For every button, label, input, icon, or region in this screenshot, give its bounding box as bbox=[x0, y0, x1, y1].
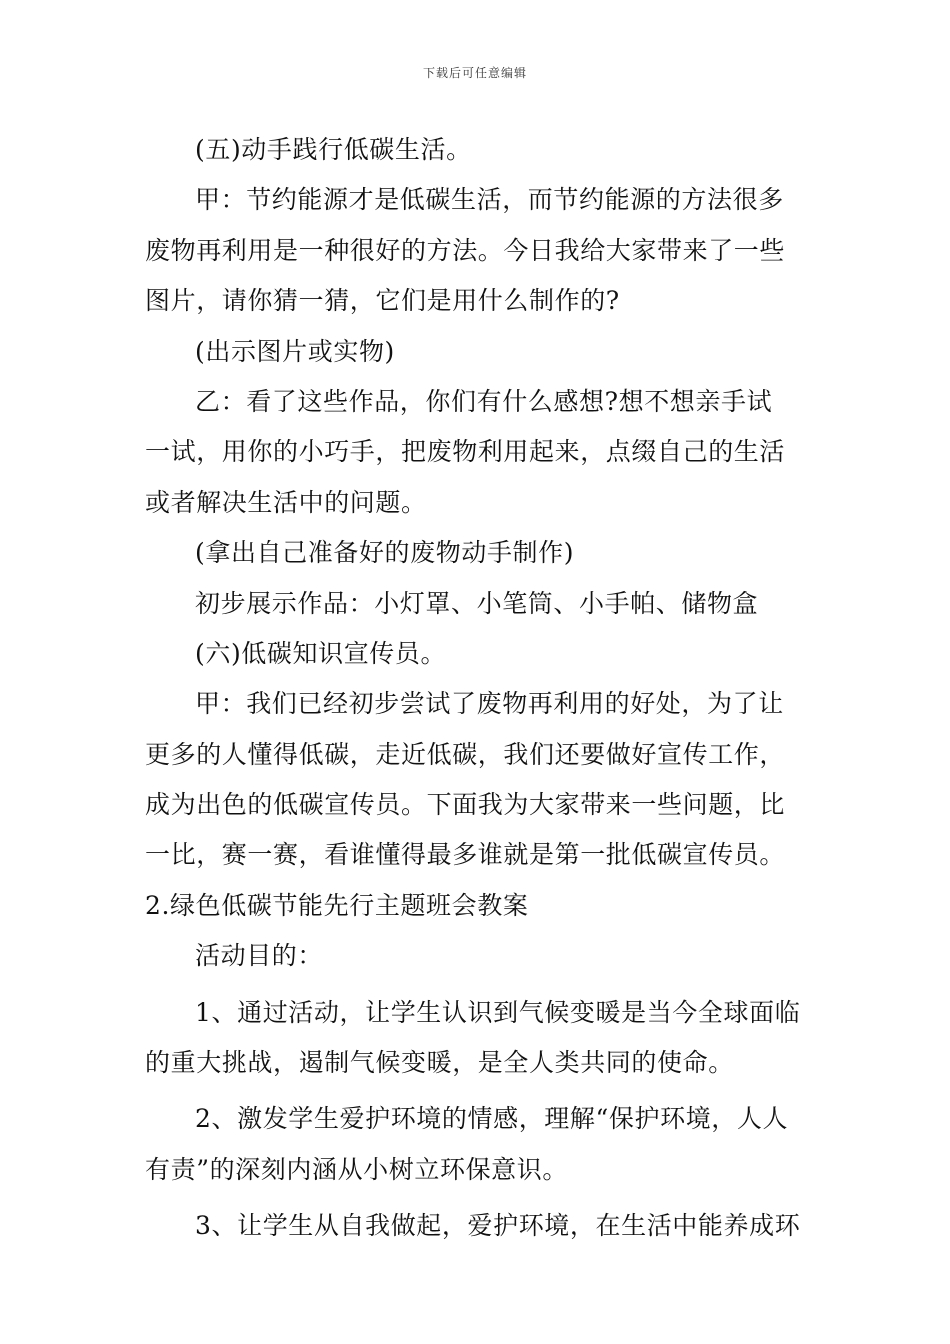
paragraph-line: (拿出自己准备好的废物动手制作) bbox=[195, 538, 575, 568]
document-title: 2.绿色低碳节能先行主题班会教案 bbox=[145, 890, 529, 920]
section-heading: (五)动手践行低碳生活。 bbox=[195, 135, 472, 164]
paragraph-line: 废物再利用是一种很好的方法。今日我给大家带来了一些 bbox=[145, 235, 786, 265]
paragraph-line: 1、通过活动，让学生认识到气候变暖是当今全球面临 bbox=[195, 997, 801, 1027]
page-header: 下载后可任意编辑 bbox=[422, 66, 527, 80]
paragraph-line: 的重大挑战，遏制气候变暖，是全人类共同的使命。 bbox=[145, 1048, 734, 1078]
paragraph-line: 成为出色的低碳宣传员。下面我为大家带来一些问题，比 bbox=[145, 790, 786, 820]
paragraph-line: 有责”的深刻内涵从小树立环保意识。 bbox=[145, 1154, 568, 1184]
paragraph-line: 一试，用你的小巧手，把废物利用起来，点缀自己的生活 bbox=[145, 437, 786, 467]
paragraph-line: 活动目的： bbox=[195, 941, 324, 971]
paragraph-line: (出示图片或实物) bbox=[195, 336, 395, 366]
paragraph-line: 甲：节约能源才是低碳生活，而节约能源的方法很多 bbox=[195, 185, 784, 215]
paragraph-line: 或者解决生活中的问题。 bbox=[145, 487, 427, 517]
paragraph-line: 乙：看了这些作品，你们有什么感想?想不想亲手试 bbox=[195, 386, 773, 416]
paragraph-line: 2、激发学生爱护环境的情感，理解“保护环境，人人 bbox=[195, 1104, 789, 1134]
paragraph-line: 甲：我们已经初步尝试了废物再利用的好处，为了让 bbox=[195, 689, 784, 719]
paragraph-line: 3、让学生从自我做起，爱护环境，在生活中能养成环 bbox=[195, 1211, 801, 1241]
paragraph-line: 更多的人懂得低碳，走近低碳，我们还要做好宣传工作， bbox=[145, 739, 786, 769]
paragraph-line: 图片，请你猜一猜，它们是用什么制作的? bbox=[145, 286, 620, 316]
document-body bbox=[145, 125, 810, 1252]
paragraph-line: 一比，赛一赛，看谁懂得最多谁就是第一批低碳宣传员。 bbox=[145, 840, 786, 870]
section-heading: (六)低碳知识宣传员。 bbox=[195, 638, 447, 668]
paragraph-line: 初步展示作品：小灯罩、小笔筒、小手帕、储物盒 bbox=[195, 588, 759, 618]
